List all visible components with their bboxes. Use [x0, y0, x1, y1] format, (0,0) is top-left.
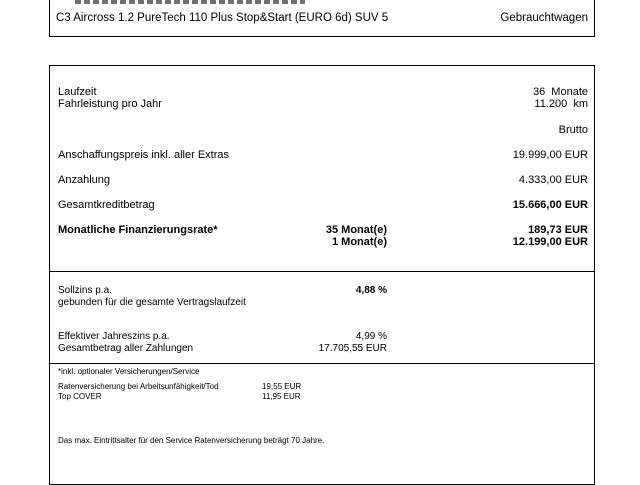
- rate-label: Monatliche Finanzierungsrate*: [58, 224, 218, 236]
- section-divider: [49, 271, 595, 272]
- rate-months-2: 1 Monat(e): [332, 236, 387, 248]
- gesamt-value: 17.705,55 EUR: [318, 343, 387, 354]
- brutto-label: Brutto: [558, 124, 588, 136]
- fahrleistung-value: 11.200 km: [534, 98, 588, 110]
- effektiv-label: Effektiver Jahreszins p.a.: [58, 331, 170, 342]
- section-divider: [49, 363, 595, 364]
- option-topcover-value: 11,95 EUR: [262, 392, 301, 401]
- laufzeit-label: Laufzeit: [58, 86, 97, 98]
- option-ratenversicherung-label: Ratenversicherung bei Arbeitsunfähigkeit/Tod: [58, 382, 219, 391]
- financing-box: [49, 65, 595, 485]
- eintrittsalter-footnote: Das max. Eintrittsalter für den Service Ratenversicherung beträgt 70 Jahre.: [58, 436, 325, 445]
- anschaffung-label: Anschaffungspreis inkl. aller Extras: [58, 149, 229, 161]
- option-ratenversicherung-value: 19,55 EUR: [262, 382, 302, 391]
- gesamtkredit-label: Gesamtkreditbetrag: [58, 199, 155, 211]
- anzahlung-value: 4.333,00 EUR: [518, 174, 588, 186]
- anzahlung-label: Anzahlung: [58, 174, 110, 186]
- sollzins-label: Sollzins p.a.: [58, 285, 112, 296]
- cropped-text-fragment: [75, 0, 305, 4]
- rate-value-2: 12.199,00 EUR: [512, 236, 588, 248]
- options-note: *inkl. optionaler Versicherungen/Service: [58, 367, 200, 376]
- anschaffung-value: 19.999,00 EUR: [512, 149, 588, 161]
- vehicle-title: C3 Aircross 1.2 PureTech 110 Plus Stop&Start (EURO 6d) SUV 5: [56, 12, 389, 24]
- laufzeit-value: 36 Monate: [532, 86, 588, 98]
- sollzins-sub: gebunden für die gesamte Vertragslaufzeit: [58, 297, 246, 308]
- fahrleistung-label: Fahrleistung pro Jahr: [58, 98, 162, 110]
- effektiv-value: 4,99 %: [355, 331, 387, 342]
- vehicle-type: Gebrauchtwagen: [500, 12, 588, 24]
- option-topcover-label: Top COVER: [58, 392, 102, 401]
- gesamt-label: Gesamtbetrag aller Zahlungen: [58, 343, 194, 354]
- rate-value-1: 189,73 EUR: [528, 224, 588, 236]
- rate-months-1: 35 Monat(e): [325, 224, 387, 236]
- sollzins-value: 4,88 %: [355, 285, 387, 296]
- gesamtkredit-value: 15.666,00 EUR: [512, 199, 588, 211]
